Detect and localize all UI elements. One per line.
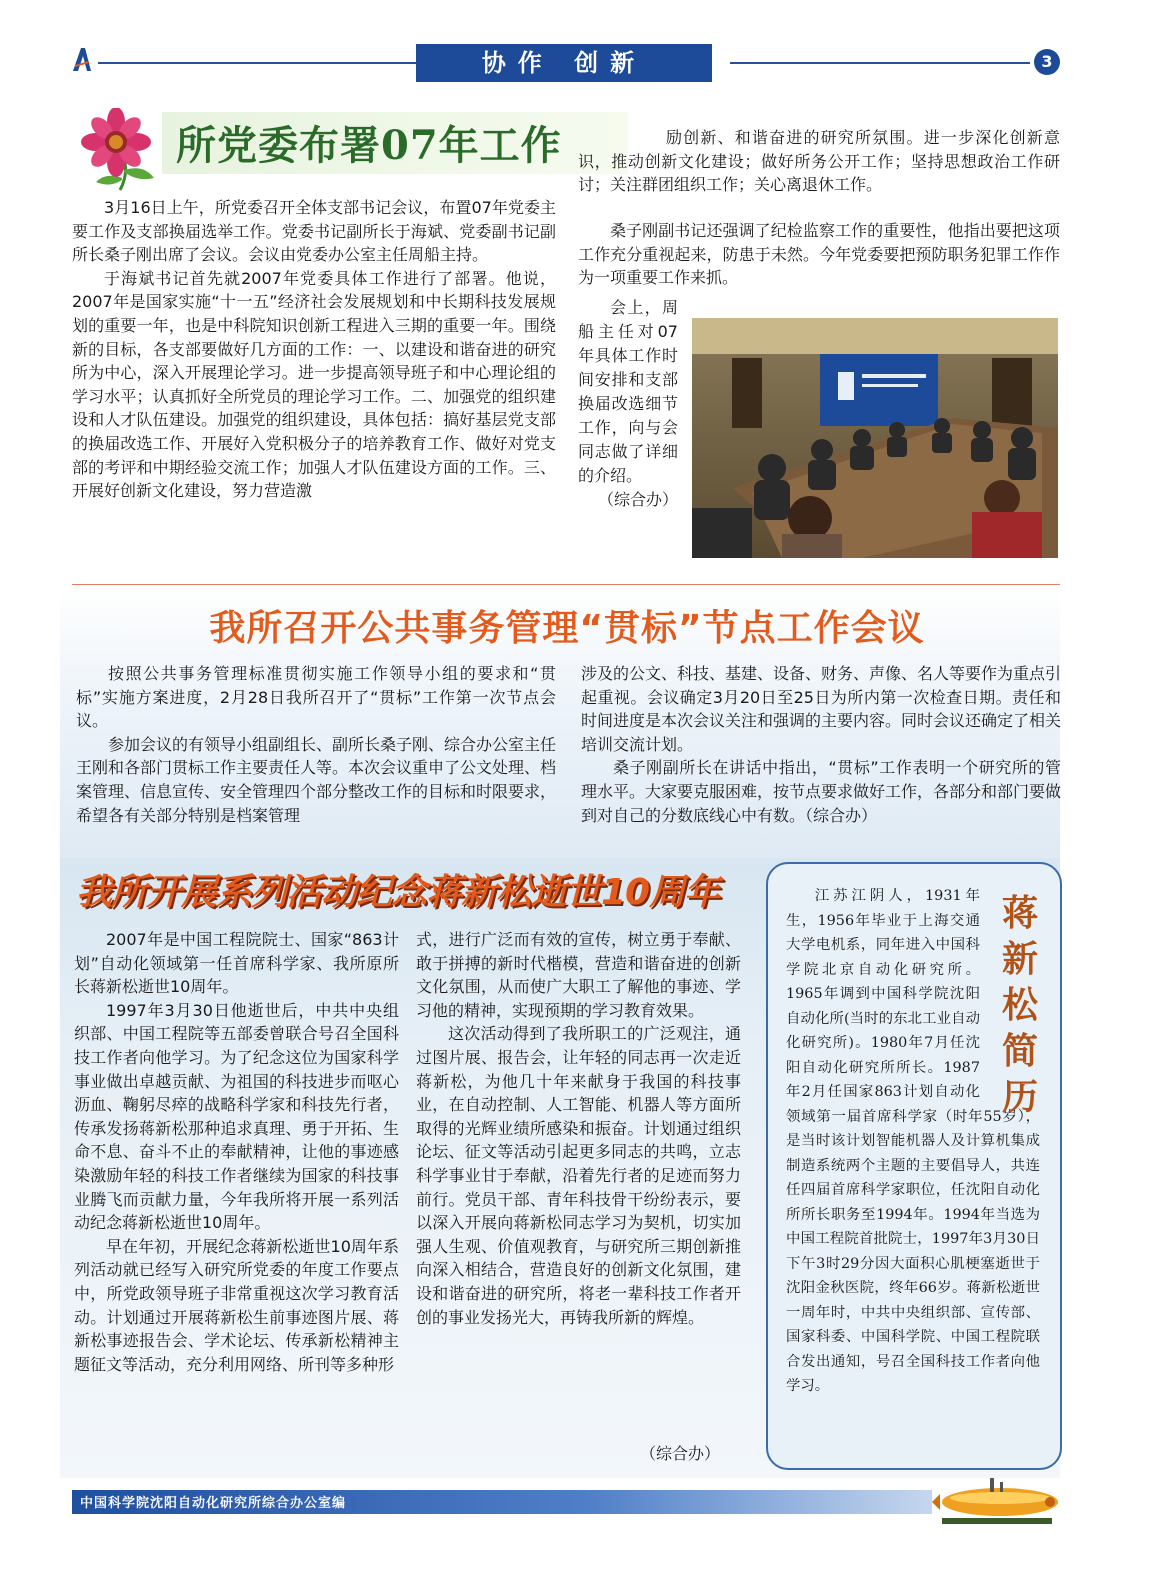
section1-column-2-top [578,126,1060,197]
section2-title: 我所召开公共事务管理“贯标”节点工作会议 [209,608,925,649]
section1-title: 所党委布署07年工作 [176,122,562,169]
biography-body: 江苏江阴人，1931年生，1956年毕业于上海交通大学电机系，同年进入中国科学院北京自动化研究所。1965年调到中国科学院沈阳自动化所(当时的东北工业自动化研究所)。1980年7月任沈阳自动化研究所所长。1987年2月任国家863计划自动化领域第一届首席科学家（时年55岁），是当时该计划智能机器人及计算机集成制造系统两个主题的主要倡导人，共连任四届首席科学家职位，任沈阳自动化所所长职务至1994年。1994年当选为中国工程院首批院士，1997年3月30日下午3时29分因大面积心肌梗塞逝世于沈阳金秋医院，终年66岁。蒋新松逝世一周年时，中共中央组织部、宣传部、国家科委、中国科学院、中国工程院联合发出通知，号召全国科技工作者向他学习。 [786,888,1040,1394]
paragraph: 早在年初，开展纪念蒋新松逝世10周年系列活动就已经写入研究所党委的年度工作要点中，所党政领导班子非常重视这次学习教育活动。计划通过开展蒋新松生前事迹图片展、蒋新松事迹报告会、学术论坛、传承新松精神主题征文等活动，充分利用网络、所刊等多种形 [74,1236,399,1374]
paragraph: 参加会议的有领导小组副组长、副所长桑子刚、综合办公室主任王刚和各部门贯标工作主要责任人等。本次会议重申了公文处理、档案管理、信息宣传、安全管理四个部分整改工作的目标和时限要求，希望各有关部分特别是档案管理 [76,734,557,825]
submarine-icon [930,1474,1070,1526]
paragraph: 涉及的公文、科技、基建、设备、财务、声像、名人等要作为重点引起重视。会议确定3月20日至25日为所内第一次检查日期。责任和时间进度是本次会议关注和强调的主要内容。同时会议还确定了相关培训交流计划。 [581,664,1062,754]
signoff: （综合办） [640,1444,721,1463]
section2-column-2 [581,662,1061,827]
header-rule-right [730,62,1030,64]
paragraph: 桑子刚副所长在讲话中指出，“贯标”工作表明一个研究所的管理水平。大家要克服困难，按节点要求做好工作，各部分和部门要做到对自己的分数底线心中有数。（综合办） [581,758,1062,825]
paragraph: 于海斌书记首先就2007年党委具体工作进行了部署。他说，2007年是国家实施“十一五”经济社会发展规划和中长期科技发展规划的重要一年，也是中科院知识创新工程进入三期的重要一年。围绕新的目标，各支部要做好几方面的工作：一、以建设和谐奋进的研究所为中心，深入开展理论学习。进一步提高领导班子和中心理论组的学习水平；认真抓好全所党员的理论学习工作。二、加强党的组织建设和人才队伍建设。加强党的组织建设，具体包括：搞好基层党支部的换届改选工作、开展好入党积极分子的培养教育工作、做好对党支部的考评和中期经验交流工作；加强人才队伍建设方面的工作。三、开展好创新文化建设，努力营造激 [72,268,556,501]
page-number: 3 [1034,49,1060,75]
section3-column-2 [416,928,741,1329]
section2-column-1 [76,662,556,827]
paragraph: 3月16日上午，所党委召开全体支部书记会议，布置07年党委主要工作及支部换届选举工作。党委书记副所长于海斌、党委副书记副所长桑子刚出席了会议。会议由党委办公室主任周船主持。 [72,198,556,265]
paragraph: 励创新、和谐奋进的研究所氛围。进一步深化创新意识，推动创新文化建设；做好所务公开工作；坚持思想政治工作研讨；关注群团组织工作；关心离退休工作。 [578,128,1060,195]
header-rule-left [98,62,416,64]
header-title: 协作 创新 [416,44,712,82]
section1-column-2-middle [578,219,1060,290]
meeting-photo [692,318,1058,558]
paragraph: 式，进行广泛而有效的宣传，树立勇于奉献、敢于拼搏的新时代楷模，营造和谐奋进的创新文化氛围，从而使广大职工了解他的事迹、学习他的精神，实现预期的学习教育效果。 [416,930,741,1020]
paragraph: 1997年3月30日他逝世后，中共中央组织部、中国工程院等五部委曾联合号召全国科技工作者向他学习。为了纪念这位为国家科学事业做出卓越贡献、为祖国的科技进步而呕心沥血、鞠躬尽瘁的战略科学家和科技先行者，传承发扬蒋新松那种追求真理、勇于开拓、生命不息、奋斗不止的奉献精神，让他的事迹感染激励年轻的科技工作者继续为国家的科技事业腾飞而贡献力量，今年我所将开展一系列活动纪念蒋新松逝世10周年。 [74,1000,399,1233]
section1-photo-caption [578,296,678,512]
section1-column-1 [72,196,556,503]
biography-title: 蒋新松简历 [1001,892,1038,1118]
footer-text: 中国科学院沈阳自动化研究所综合办公室编 [80,1496,347,1511]
section3-title: 我所开展系列活动纪念蒋新松逝世10周年 [76,872,720,913]
signoff: （综合办） [597,490,678,509]
paragraph: 桑子刚副书记还强调了纪检监察工作的重要性，他指出要把这项工作充分重视起来，防患于未然。今年党委要把预防职务犯罪工作作为一项重要工作来抓。 [578,221,1060,288]
paragraph: 会上，周船主任对07年具体工作时间安排和支部换届改选细节工作，向与会同志做了详细的介绍。 [578,298,678,485]
paragraph: 2007年是中国工程院院士、国家“863计划”自动化领域第一任首席科学家、我所原所长蒋新松逝世10周年。 [74,930,399,997]
section3-column-1 [74,928,399,1376]
section-divider [72,584,1060,585]
flower-icon [78,108,162,192]
paragraph: 按照公共事务管理标准贯彻实施工作领导小组的要求和“贯标”实施方案进度，2月28日我所召开了“贯标”工作第一次节点会议。 [76,664,556,731]
sia-logo-icon [70,46,94,74]
paragraph: 这次活动得到了我所职工的广泛观注，通过图片展、报告会，让年轻的同志再一次走近蒋新松，为他几十年来献身于我国的科技事业，在自动控制、人工智能、机器人等方面所取得的光辉业绩所感染和振奋。计划通过组织论坛、征文等活动引起更多同志的共鸣，立志科学事业甘于奉献，沿着先行者的足迹而努力前行。党员干部、青年科技骨干纷纷表示，要以深入开展向蒋新松同志学习为契机，切实加强人生观、价值观教育，与研究所三期创新推向深入相结合，营造良好的创新文化氛围，建设和谐奋进的研究所，将老一辈科技工作者开创的事业发扬光大，再铸我所新的辉煌。 [416,1024,741,1327]
